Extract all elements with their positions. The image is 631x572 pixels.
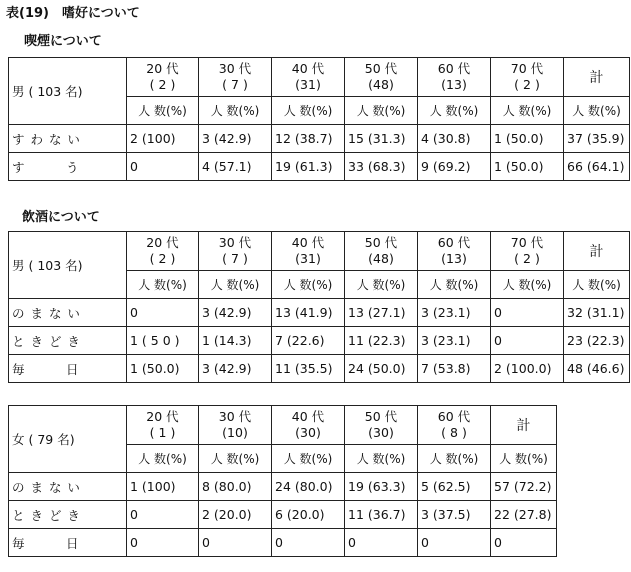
table-cell: 23 (22.3) <box>564 327 630 355</box>
table-cell: 48 (46.6) <box>564 355 630 383</box>
drinking-female-table <box>8 405 557 557</box>
table-row <box>9 501 557 529</box>
table-cell: 0 <box>345 529 418 557</box>
table-row <box>9 153 630 181</box>
table-cell: 33 (68.3) <box>345 153 418 181</box>
table-cell: 0 <box>127 299 199 327</box>
unit-label: 人 数(%) <box>272 445 345 473</box>
age-group-header: 70 代 ( 2 ) <box>491 232 564 271</box>
total-header: 計 <box>564 58 630 97</box>
age-group-header: 60 代 (13) <box>418 58 491 97</box>
table-cell: 0 <box>491 529 557 557</box>
unit-label: 人 数(%) <box>564 97 630 125</box>
table-row <box>9 355 630 383</box>
age-group-header: 60 代 (13) <box>418 232 491 271</box>
unit-label: 人 数(%) <box>345 271 418 299</box>
table-cell: 37 (35.9) <box>564 125 630 153</box>
table-cell: 0 <box>127 529 199 557</box>
unit-label: 人 数(%) <box>127 271 199 299</box>
table-cell: 0 <box>127 501 199 529</box>
table-cell: 0 <box>418 529 491 557</box>
table-cell: 0 <box>491 327 564 355</box>
unit-label: 人 数(%) <box>418 97 491 125</box>
table-cell: 8 (80.0) <box>199 473 272 501</box>
table-cell: 13 (27.1) <box>345 299 418 327</box>
age-group-header: 40 代 (31) <box>272 232 345 271</box>
age-group-header: 40 代 (30) <box>272 406 345 445</box>
table-cell: 11 (36.7) <box>345 501 418 529</box>
unit-label: 人 数(%) <box>491 97 564 125</box>
table-cell: 19 (63.3) <box>345 473 418 501</box>
table-cell: 3 (23.1) <box>418 299 491 327</box>
table-cell: 4 (57.1) <box>199 153 272 181</box>
age-group-header: 50 代 (48) <box>345 232 418 271</box>
table-row <box>9 529 557 557</box>
table-cell: 4 (30.8) <box>418 125 491 153</box>
unit-label: 人 数(%) <box>418 445 491 473</box>
unit-label: 人 数(%) <box>199 445 272 473</box>
unit-label: 人 数(%) <box>127 445 199 473</box>
unit-label: 人 数(%) <box>345 97 418 125</box>
age-group-header: 40 代 (31) <box>272 58 345 97</box>
table-cell: 57 (72.2) <box>491 473 557 501</box>
row-label: の ま な い <box>9 299 127 327</box>
table-cell: 3 (42.9) <box>199 355 272 383</box>
age-group-header: 20 代 ( 2 ) <box>127 232 199 271</box>
row-label: と き ど き <box>9 327 127 355</box>
unit-label: 人 数(%) <box>199 271 272 299</box>
smoking-section-title: 喫煙について <box>24 34 102 49</box>
table-cell: 7 (53.8) <box>418 355 491 383</box>
age-group-header: 60 代 ( 8 ) <box>418 406 491 445</box>
page-title: 表(19) 嗜好について <box>6 6 140 21</box>
table-cell: 2 (20.0) <box>199 501 272 529</box>
row-label: 毎 日 <box>9 355 127 383</box>
unit-label: 人 数(%) <box>199 97 272 125</box>
table-cell: 13 (41.9) <box>272 299 345 327</box>
gender-header: 男 ( 103 名) <box>9 58 127 125</box>
table-cell: 1 (100) <box>127 473 199 501</box>
gender-header: 男 ( 103 名) <box>9 232 127 299</box>
table-cell: 1 ( 5 0 ) <box>127 327 199 355</box>
unit-label: 人 数(%) <box>272 97 345 125</box>
table-cell: 0 <box>127 153 199 181</box>
table-cell: 3 (42.9) <box>199 299 272 327</box>
table-cell: 5 (62.5) <box>418 473 491 501</box>
table-cell: 2 (100.0) <box>491 355 564 383</box>
gender-header: 女 ( 79 名) <box>9 406 127 473</box>
unit-label: 人 数(%) <box>418 271 491 299</box>
smoking-table <box>8 57 630 181</box>
age-group-header: 30 代 (10) <box>199 406 272 445</box>
total-header: 計 <box>564 232 630 271</box>
row-label: す う <box>9 153 127 181</box>
table-cell: 11 (22.3) <box>345 327 418 355</box>
row-label: の ま な い <box>9 473 127 501</box>
table-cell: 15 (31.3) <box>345 125 418 153</box>
table-cell: 24 (50.0) <box>345 355 418 383</box>
age-group-header: 30 代 ( 7 ) <box>199 58 272 97</box>
age-group-header: 30 代 ( 7 ) <box>199 232 272 271</box>
age-group-header: 50 代 (30) <box>345 406 418 445</box>
table-cell: 12 (38.7) <box>272 125 345 153</box>
table-cell: 9 (69.2) <box>418 153 491 181</box>
unit-label: 人 数(%) <box>491 445 557 473</box>
total-header: 計 <box>491 406 557 445</box>
table-cell: 66 (64.1) <box>564 153 630 181</box>
table-cell: 6 (20.0) <box>272 501 345 529</box>
table-cell: 22 (27.8) <box>491 501 557 529</box>
row-label: す わ な い <box>9 125 127 153</box>
table-cell: 24 (80.0) <box>272 473 345 501</box>
table-cell: 3 (42.9) <box>199 125 272 153</box>
table-cell: 1 (50.0) <box>491 125 564 153</box>
table-cell: 1 (50.0) <box>127 355 199 383</box>
unit-label: 人 数(%) <box>345 445 418 473</box>
table-cell: 0 <box>199 529 272 557</box>
table-cell: 19 (61.3) <box>272 153 345 181</box>
age-group-header: 20 代 ( 1 ) <box>127 406 199 445</box>
table-row <box>9 125 630 153</box>
table-cell: 0 <box>272 529 345 557</box>
table-cell: 3 (23.1) <box>418 327 491 355</box>
unit-label: 人 数(%) <box>564 271 630 299</box>
age-group-header: 70 代 ( 2 ) <box>491 58 564 97</box>
table-cell: 1 (14.3) <box>199 327 272 355</box>
drinking-section-title: 飲酒について <box>22 210 100 225</box>
table-row <box>9 299 630 327</box>
table-row <box>9 327 630 355</box>
table-cell: 11 (35.5) <box>272 355 345 383</box>
table-cell: 3 (37.5) <box>418 501 491 529</box>
table-cell: 32 (31.1) <box>564 299 630 327</box>
table-cell: 1 (50.0) <box>491 153 564 181</box>
age-group-header: 50 代 (48) <box>345 58 418 97</box>
unit-label: 人 数(%) <box>491 271 564 299</box>
row-label: と き ど き <box>9 501 127 529</box>
table-cell: 7 (22.6) <box>272 327 345 355</box>
row-label: 毎 日 <box>9 529 127 557</box>
unit-label: 人 数(%) <box>127 97 199 125</box>
table-cell: 2 (100) <box>127 125 199 153</box>
table-row <box>9 473 557 501</box>
age-group-header: 20 代 ( 2 ) <box>127 58 199 97</box>
table-cell: 0 <box>491 299 564 327</box>
drinking-male-table <box>8 231 630 383</box>
unit-label: 人 数(%) <box>272 271 345 299</box>
